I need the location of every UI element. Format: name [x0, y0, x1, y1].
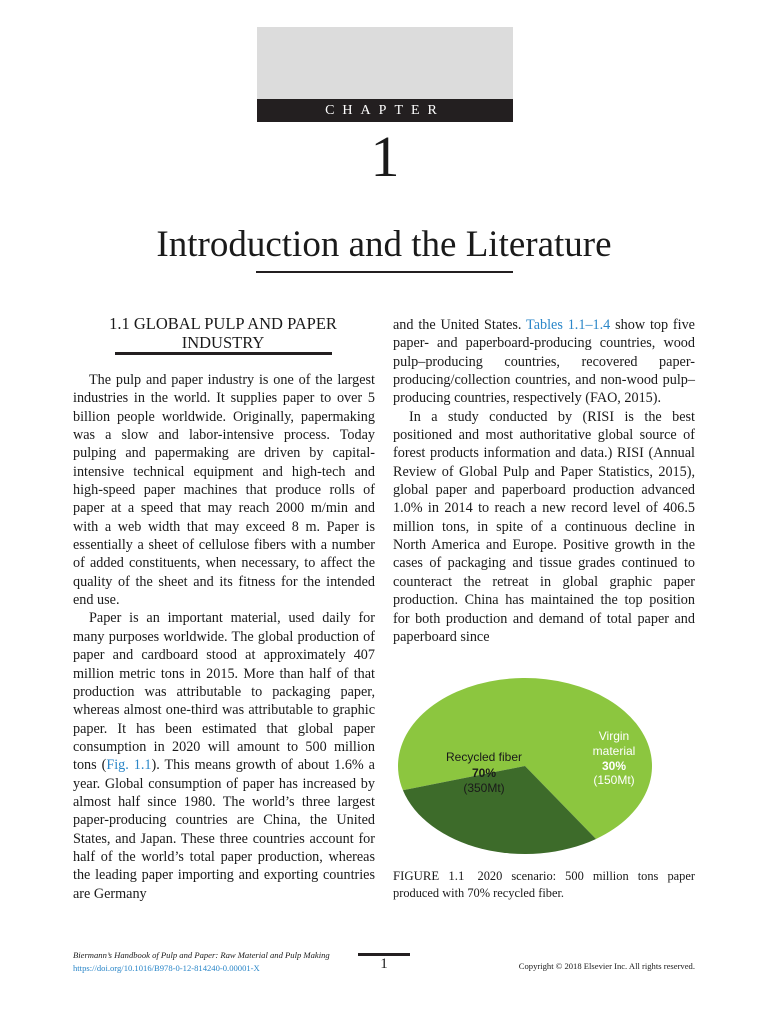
slice-label-virgin-line1: Virgin — [598, 729, 630, 743]
title-divider — [256, 271, 513, 273]
paragraph-text: The pulp and paper industry is one of the largest industries in the world. It supplies paper to over 5 billion people worldwide. Originally, papermaking was a slow and labor-intensive process. Today pulping and papermaking are driven by capital-intensive technical equipment and high-tech and high-speed paper machines that produce rolls of paper at a speed that may reach 2000 m/min and with a web width that may exceed 8 m. Paper is essentially a sheet of cellulose fibers with a number of added constituents, when necessary, to affect the quality of the sheet and its fitness for the intended end use. — [73, 372, 375, 609]
slice-label-recycled: Recycled fiber — [445, 750, 523, 764]
book-title: Biermann’s Handbook of Pulp and Paper: Raw Material and Pulp Making — [73, 950, 330, 960]
paragraph-text: ). This means growth of about 1.6% a year. Global consumption of paper has increased by almost half since 1980. The world’s three largest paper-producing countries are China, the United States, and Japan. These three countries account for half of the world’s total paper production, whereas the leading paper importing and exporting countries are Germany — [73, 757, 375, 902]
chapter-number: 1 — [370, 124, 400, 189]
paragraph — [393, 316, 695, 408]
paragraph — [73, 371, 375, 609]
slice-label-virgin-line2: material — [592, 744, 636, 758]
right-column — [393, 316, 695, 646]
doi-link[interactable]: https://doi.org/10.1016/B978-0-12-814240-0.00001-X — [73, 963, 260, 973]
section-heading: 1.1 GLOBAL PULP AND PAPER INDUSTRY — [109, 314, 337, 352]
tables-link[interactable]: Tables 1.1–1.4 — [526, 317, 611, 333]
paragraph-text: In a study conducted by (RISI is the best positioned and most authoritative global source of forest products information and data.) RISI (Annual Review of Global Pulp and Paper Statistics, 2015), global paper and paperboard production advanced 1.0% in 2014 to reach a new record level of 406.5 million tons, in spite of a continuous decline in North America and Europe. Positive growth in the cases of packaging and tissue grades continued to counteract the retreat in global graphic paper production. China has maintained the top position for both production and demand of total paper and paperboard since — [393, 408, 695, 645]
figure-label: FIGURE 1.1 — [393, 869, 465, 883]
caption-text: 2020 scenario: 500 million tons paper produced with 70% recycled fiber. — [393, 869, 695, 900]
slice-amount-virgin: (150Mt) — [593, 773, 635, 787]
left-column — [73, 371, 375, 903]
paragraph-text: and the United States. — [393, 317, 527, 333]
chapter-label: CHAPTER — [257, 99, 513, 122]
footer-citation — [73, 949, 373, 975]
paragraph — [393, 408, 695, 646]
figure-caption — [393, 868, 695, 902]
chapter-header-block — [257, 27, 513, 99]
chapter-title: Introduction and the Literature — [156, 224, 612, 265]
pie-chart — [393, 673, 695, 863]
slice-percent-virgin: 30% — [601, 759, 627, 773]
figure-pie-chart — [393, 673, 695, 863]
page-number: 1 — [380, 956, 388, 972]
slice-percent-recycled: 70% — [471, 766, 497, 780]
copyright: Copyright © 2018 Elsevier Inc. All rights reserved. — [518, 961, 695, 971]
section-divider — [115, 352, 332, 355]
figure-link[interactable]: Fig. 1.1 — [106, 757, 152, 774]
paragraph-text: show top five paper- and paperboard-producing countries, wood pulp–producing countries, recovered paper-producing/collection countries, and non-wood pulp–producing countries, respectively (FAO, 2015). — [393, 317, 695, 407]
paragraph-text: Paper is an important material, used daily for many purposes worldwide. The global production of paper and cardboard stood at approximately 407 million metric tons in 2015. More than half of that production was attributable to packaging paper, whereas almost one-third was attributable to graphic paper. It has been estimated that global paper consumption in 2020 will amount to 500 million tons ( — [73, 610, 375, 774]
paragraph — [73, 609, 375, 903]
slice-amount-recycled: (350Mt) — [463, 781, 505, 795]
